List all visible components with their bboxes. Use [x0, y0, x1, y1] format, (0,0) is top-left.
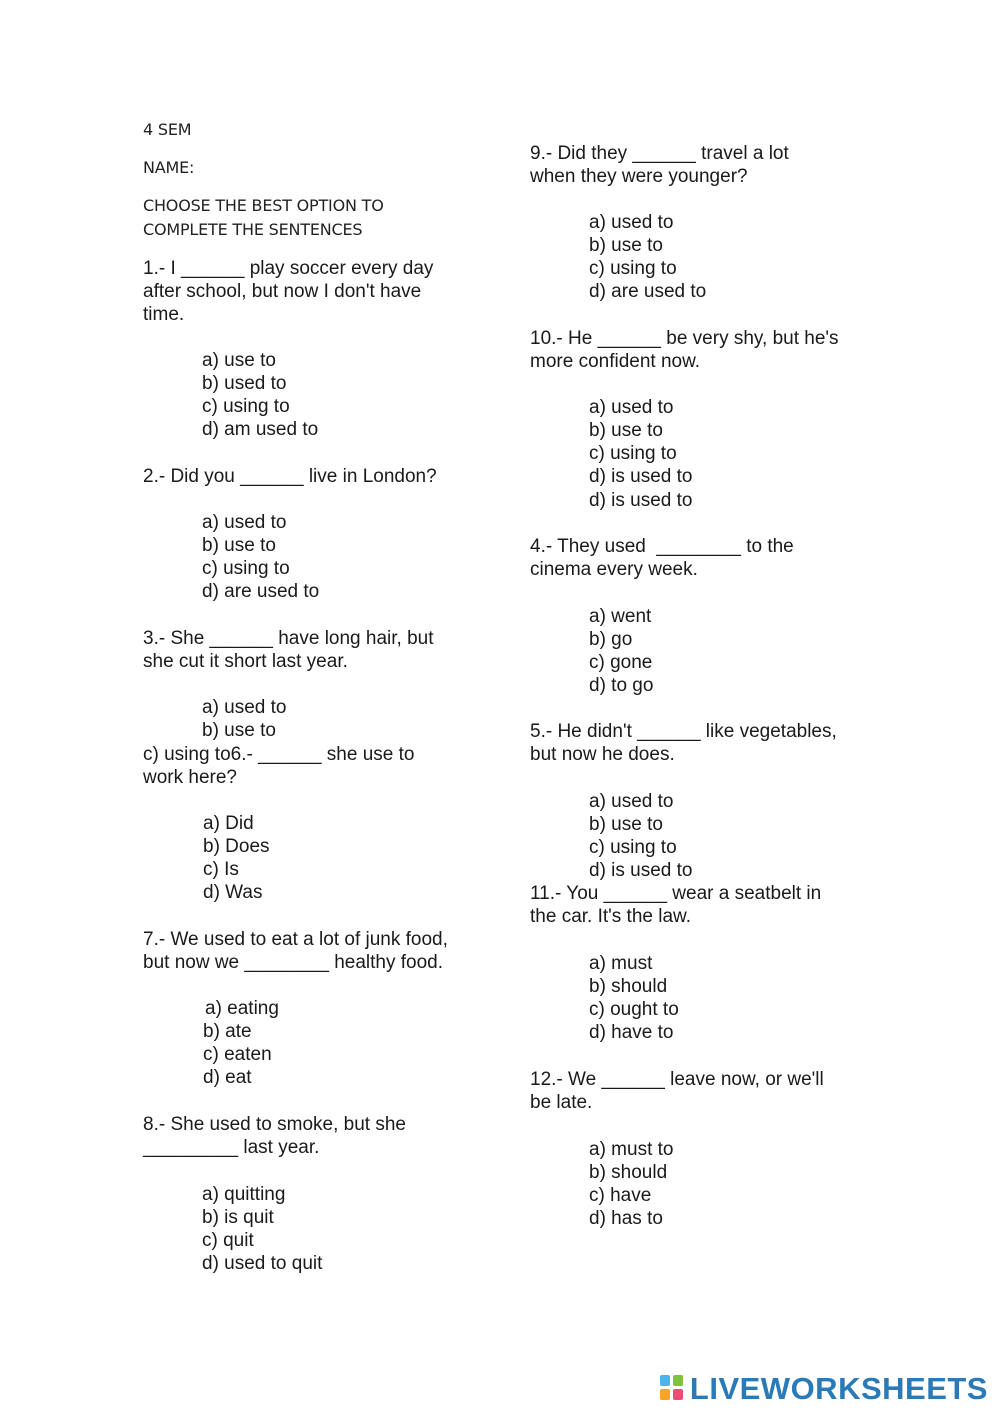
- answer-option: a) Did: [203, 813, 254, 834]
- answer-option: a) eating: [205, 998, 279, 1019]
- answer-option: c) gone: [589, 652, 653, 673]
- name-label: NAME:: [143, 158, 195, 177]
- answer-option: b) used to: [202, 373, 287, 394]
- answer-option: b) use to: [589, 420, 663, 441]
- answer-option: b) use to: [589, 235, 663, 256]
- answer-option: d) are used to: [202, 581, 320, 602]
- question-text: 5.- He didn't ______ like vegetables,: [530, 721, 837, 742]
- question-text: 1.- I ______ play soccer every day: [143, 258, 434, 279]
- answer-option: b) go: [589, 629, 633, 650]
- instruction-line-2: COMPLETE THE SENTENCES: [143, 220, 363, 239]
- question-text: 11.- You ______ wear a seatbelt in: [530, 883, 822, 904]
- answer-option: a) must to: [589, 1139, 674, 1160]
- answer-option: d) Was: [203, 882, 263, 903]
- question-text: time.: [143, 304, 185, 325]
- question-text: _________ last year.: [143, 1137, 320, 1158]
- semester-label: 4 SEM: [143, 120, 192, 139]
- answer-option: d) is used to: [589, 490, 693, 511]
- answer-option: b) ate: [203, 1021, 252, 1042]
- question-text: 4.- They used ________ to the: [530, 536, 794, 557]
- answer-option: b) is quit: [202, 1207, 274, 1228]
- answer-option: c) have: [589, 1185, 652, 1206]
- question-text: but now he does.: [530, 744, 675, 765]
- answer-option: c) using to: [589, 837, 677, 858]
- answer-option: c) ought to: [589, 999, 679, 1020]
- answer-option: d) am used to: [202, 419, 319, 440]
- question-text: 10.- He ______ be very shy, but he's: [530, 328, 839, 349]
- question-text: be late.: [530, 1092, 593, 1113]
- answer-option: c) eaten: [203, 1044, 272, 1065]
- answer-option: a) used to: [202, 512, 287, 533]
- answer-option: d) used to quit: [202, 1253, 323, 1274]
- answer-option: b) should: [589, 1162, 668, 1183]
- answer-option: a) used to: [589, 791, 674, 812]
- answer-option: a) must: [589, 953, 653, 974]
- answer-option: d) is used to: [589, 860, 693, 881]
- answer-option: c) quit: [202, 1230, 254, 1251]
- answer-option: a) quitting: [202, 1184, 286, 1205]
- answer-option: b) use to: [589, 814, 663, 835]
- answer-option: a) use to: [202, 350, 276, 371]
- answer-option: c) Is: [203, 859, 239, 880]
- answer-option: b) Does: [203, 836, 270, 857]
- answer-option: c) using to: [202, 558, 290, 579]
- instruction-line-1: CHOOSE THE BEST OPTION TO: [143, 196, 384, 215]
- answer-option: d) is used to: [589, 466, 693, 487]
- answer-option: a) used to: [589, 397, 674, 418]
- question-text: c) using to6.- ______ she use to: [143, 744, 415, 765]
- answer-option: d) has to: [589, 1208, 663, 1229]
- question-text: 8.- She used to smoke, but she: [143, 1114, 406, 1135]
- question-text: she cut it short last year.: [143, 651, 348, 672]
- question-text: after school, but now I don't have: [143, 281, 422, 302]
- answer-option: d) are used to: [589, 281, 707, 302]
- answer-option: a) used to: [589, 212, 674, 233]
- question-text: 7.- We used to eat a lot of junk food,: [143, 929, 448, 950]
- question-text: 3.- She ______ have long hair, but: [143, 628, 434, 649]
- answer-option: b) use to: [202, 535, 276, 556]
- liveworksheets-logo-icon: [660, 1375, 686, 1403]
- question-text: 9.- Did they ______ travel a lot: [530, 143, 789, 164]
- answer-option: c) using to: [202, 396, 290, 417]
- question-text: the car. It's the law.: [530, 906, 691, 927]
- question-text: cinema every week.: [530, 559, 698, 580]
- answer-option: d) to go: [589, 675, 654, 696]
- question-text: when they were younger?: [530, 166, 748, 187]
- question-text: more confident now.: [530, 351, 701, 372]
- liveworksheets-logo: [660, 1372, 988, 1406]
- question-text: 2.- Did you ______ live in London?: [143, 466, 437, 487]
- answer-option: c) using to: [589, 443, 677, 464]
- answer-option: c) using to: [589, 258, 677, 279]
- answer-option: b) use to: [202, 720, 276, 741]
- question-text: work here?: [143, 767, 237, 788]
- question-text: but now we ________ healthy food.: [143, 952, 444, 973]
- answer-option: a) used to: [202, 697, 287, 718]
- answer-option: d) eat: [203, 1067, 252, 1088]
- answer-option: d) have to: [589, 1022, 674, 1043]
- answer-option: b) should: [589, 976, 668, 997]
- question-text: 12.- We ______ leave now, or we'll: [530, 1069, 824, 1090]
- answer-option: a) went: [589, 606, 652, 627]
- liveworksheets-logo-text: LIVEWORKSHEETS: [689, 1371, 988, 1406]
